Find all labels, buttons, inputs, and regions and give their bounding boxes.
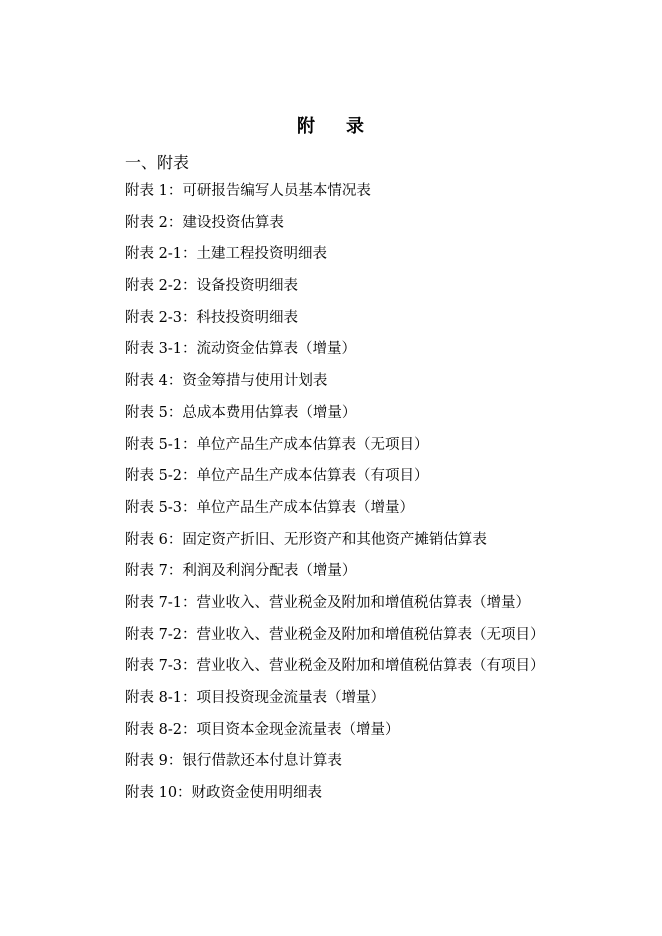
page-title-char-1: 附 [297,116,316,137]
list-item: 附表 7：利润及利润分配表（增量） [125,563,357,580]
list-item: 附表 9：银行借款还本付息计算表 [125,753,342,770]
list-item: 附表 3-1：流动资金估算表（增量） [125,341,356,358]
list-item: 附表 2-3：科技投资明细表 [125,309,298,326]
list-item: 附表 2-2：设备投资明细表 [125,278,298,295]
list-item: 附表 5-3：单位产品生产成本估算表（增量） [125,499,414,516]
list-item: 附表 7-3：营业收入、营业税金及附加和增值税估算表（有项目） [125,658,545,675]
list-item: 附表 2：建设投资估算表 [125,214,284,231]
list-item: 附表 10：财政资金使用明细表 [125,785,323,802]
list-item: 附表 5-1：单位产品生产成本估算表（无项目） [125,436,429,453]
list-item: 附表 8-2：项目资本金现金流量表（增量） [125,721,400,738]
page-title-char-2: 录 [346,116,365,137]
section-heading: 一、附表 [125,153,190,172]
list-item: 附表 7-1：营业收入、营业税金及附加和增值税估算表（增量） [125,594,530,611]
list-item: 附表 1：可研报告编写人员基本情况表 [125,183,371,199]
list-item: 附表 6：固定资产折旧、无形资产和其他资产摊销估算表 [125,531,487,548]
page-title [0,114,662,140]
list-item: 附表 4：资金筹措与使用计划表 [125,373,328,390]
list-item: 附表 2-1：土建工程投资明细表 [125,246,327,263]
list-item: 附表 7-2：营业收入、营业税金及附加和增值税估算表（无项目） [125,626,545,643]
appendix-list [125,180,544,814]
list-item: 附表 5：总成本费用估算表（增量） [125,404,357,421]
list-item: 附表 5-2：单位产品生产成本估算表（有项目） [125,468,429,485]
list-item: 附表 8-1：项目投资现金流量表（增量） [125,690,385,706]
